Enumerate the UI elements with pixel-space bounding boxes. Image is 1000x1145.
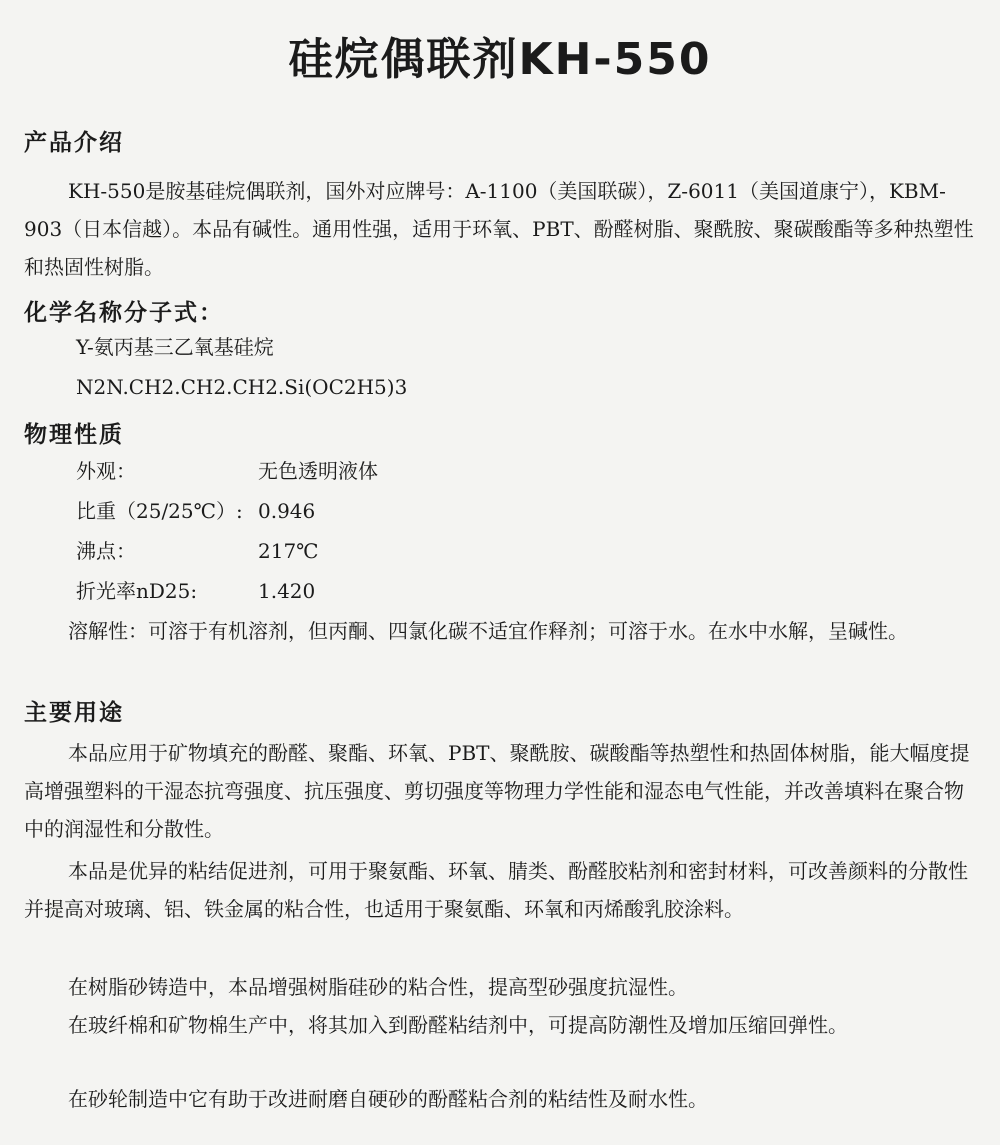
property-value: 1.420 xyxy=(258,579,316,603)
property-value: 无色透明液体 xyxy=(258,459,378,483)
section-heading-chemical: 化学名称分子式： xyxy=(24,300,224,326)
uses-paragraph: 本品是优异的粘结促进剂，可用于聚氨酯、环氧、腈类、酚醛胶粘剂和密封材料，可改善颜料的分散性并提高对玻璃、铝、铁金属的粘合性，也适用于聚氨酯、环氧和丙烯酸乳胶涂料。 xyxy=(24,859,968,921)
section-heading-uses: 主要用途 xyxy=(24,700,124,726)
property-value: 217℃ xyxy=(258,539,319,563)
property-label: 外观： xyxy=(76,459,136,483)
property-label: 折光率nD25: xyxy=(76,579,198,603)
chemical-formula: N2N.CH2.CH2.CH2.Si(OC2H5)3 xyxy=(76,375,408,399)
uses-paragraph: 在砂轮制造中它有助于改进耐磨自硬砂的酚醛粘合剂的粘结性及耐水性。 xyxy=(68,1087,708,1111)
solubility-paragraph: 溶解性：可溶于有机溶剂，但丙酮、四氯化碳不适宜作释剂；可溶于水。在水中水解，呈碱性。 xyxy=(68,619,908,643)
section-heading-intro: 产品介绍 xyxy=(24,130,124,156)
uses-paragraph: 在玻纤棉和矿物棉生产中，将其加入到酚醛粘结剂中，可提高防潮性及增加压缩回弹性。 xyxy=(68,1013,848,1037)
uses-paragraph: 本品应用于矿物填充的酚醛、聚酯、环氧、PBT、聚酰胺、碳酸酯等热塑性和热固体树脂，能大幅度提高增强塑料的干湿态抗弯强度、抗压强度、剪切强度等物理力学性能和湿态电气性能，并改善填料在聚合物中的润湿性和分散性。 xyxy=(24,741,970,841)
section-heading-physical: 物理性质 xyxy=(24,422,124,448)
property-label: 比重（25/25℃）: xyxy=(76,499,243,523)
chemical-name: Y-氨丙基三乙氧基硅烷 xyxy=(76,335,274,359)
uses-paragraph: 在树脂砂铸造中，本品增强树脂硅砂的粘合性，提高型砂强度抗湿性。 xyxy=(68,975,688,999)
property-label: 沸点： xyxy=(76,539,136,563)
page-title: 硅烷偶联剂KH-550 xyxy=(288,34,712,85)
intro-paragraph: KH-550是胺基硅烷偶联剂，国外对应牌号：A-1100（美国联碳），Z-6011（美国道康宁），KBM-903（日本信越）。本品有碱性。通用性强，适用于环氧、PBT、酚醛树脂、聚酰胺、聚碳酸酯等多种热塑性和热固性树脂。 xyxy=(24,179,974,279)
property-value: 0.946 xyxy=(258,499,316,523)
